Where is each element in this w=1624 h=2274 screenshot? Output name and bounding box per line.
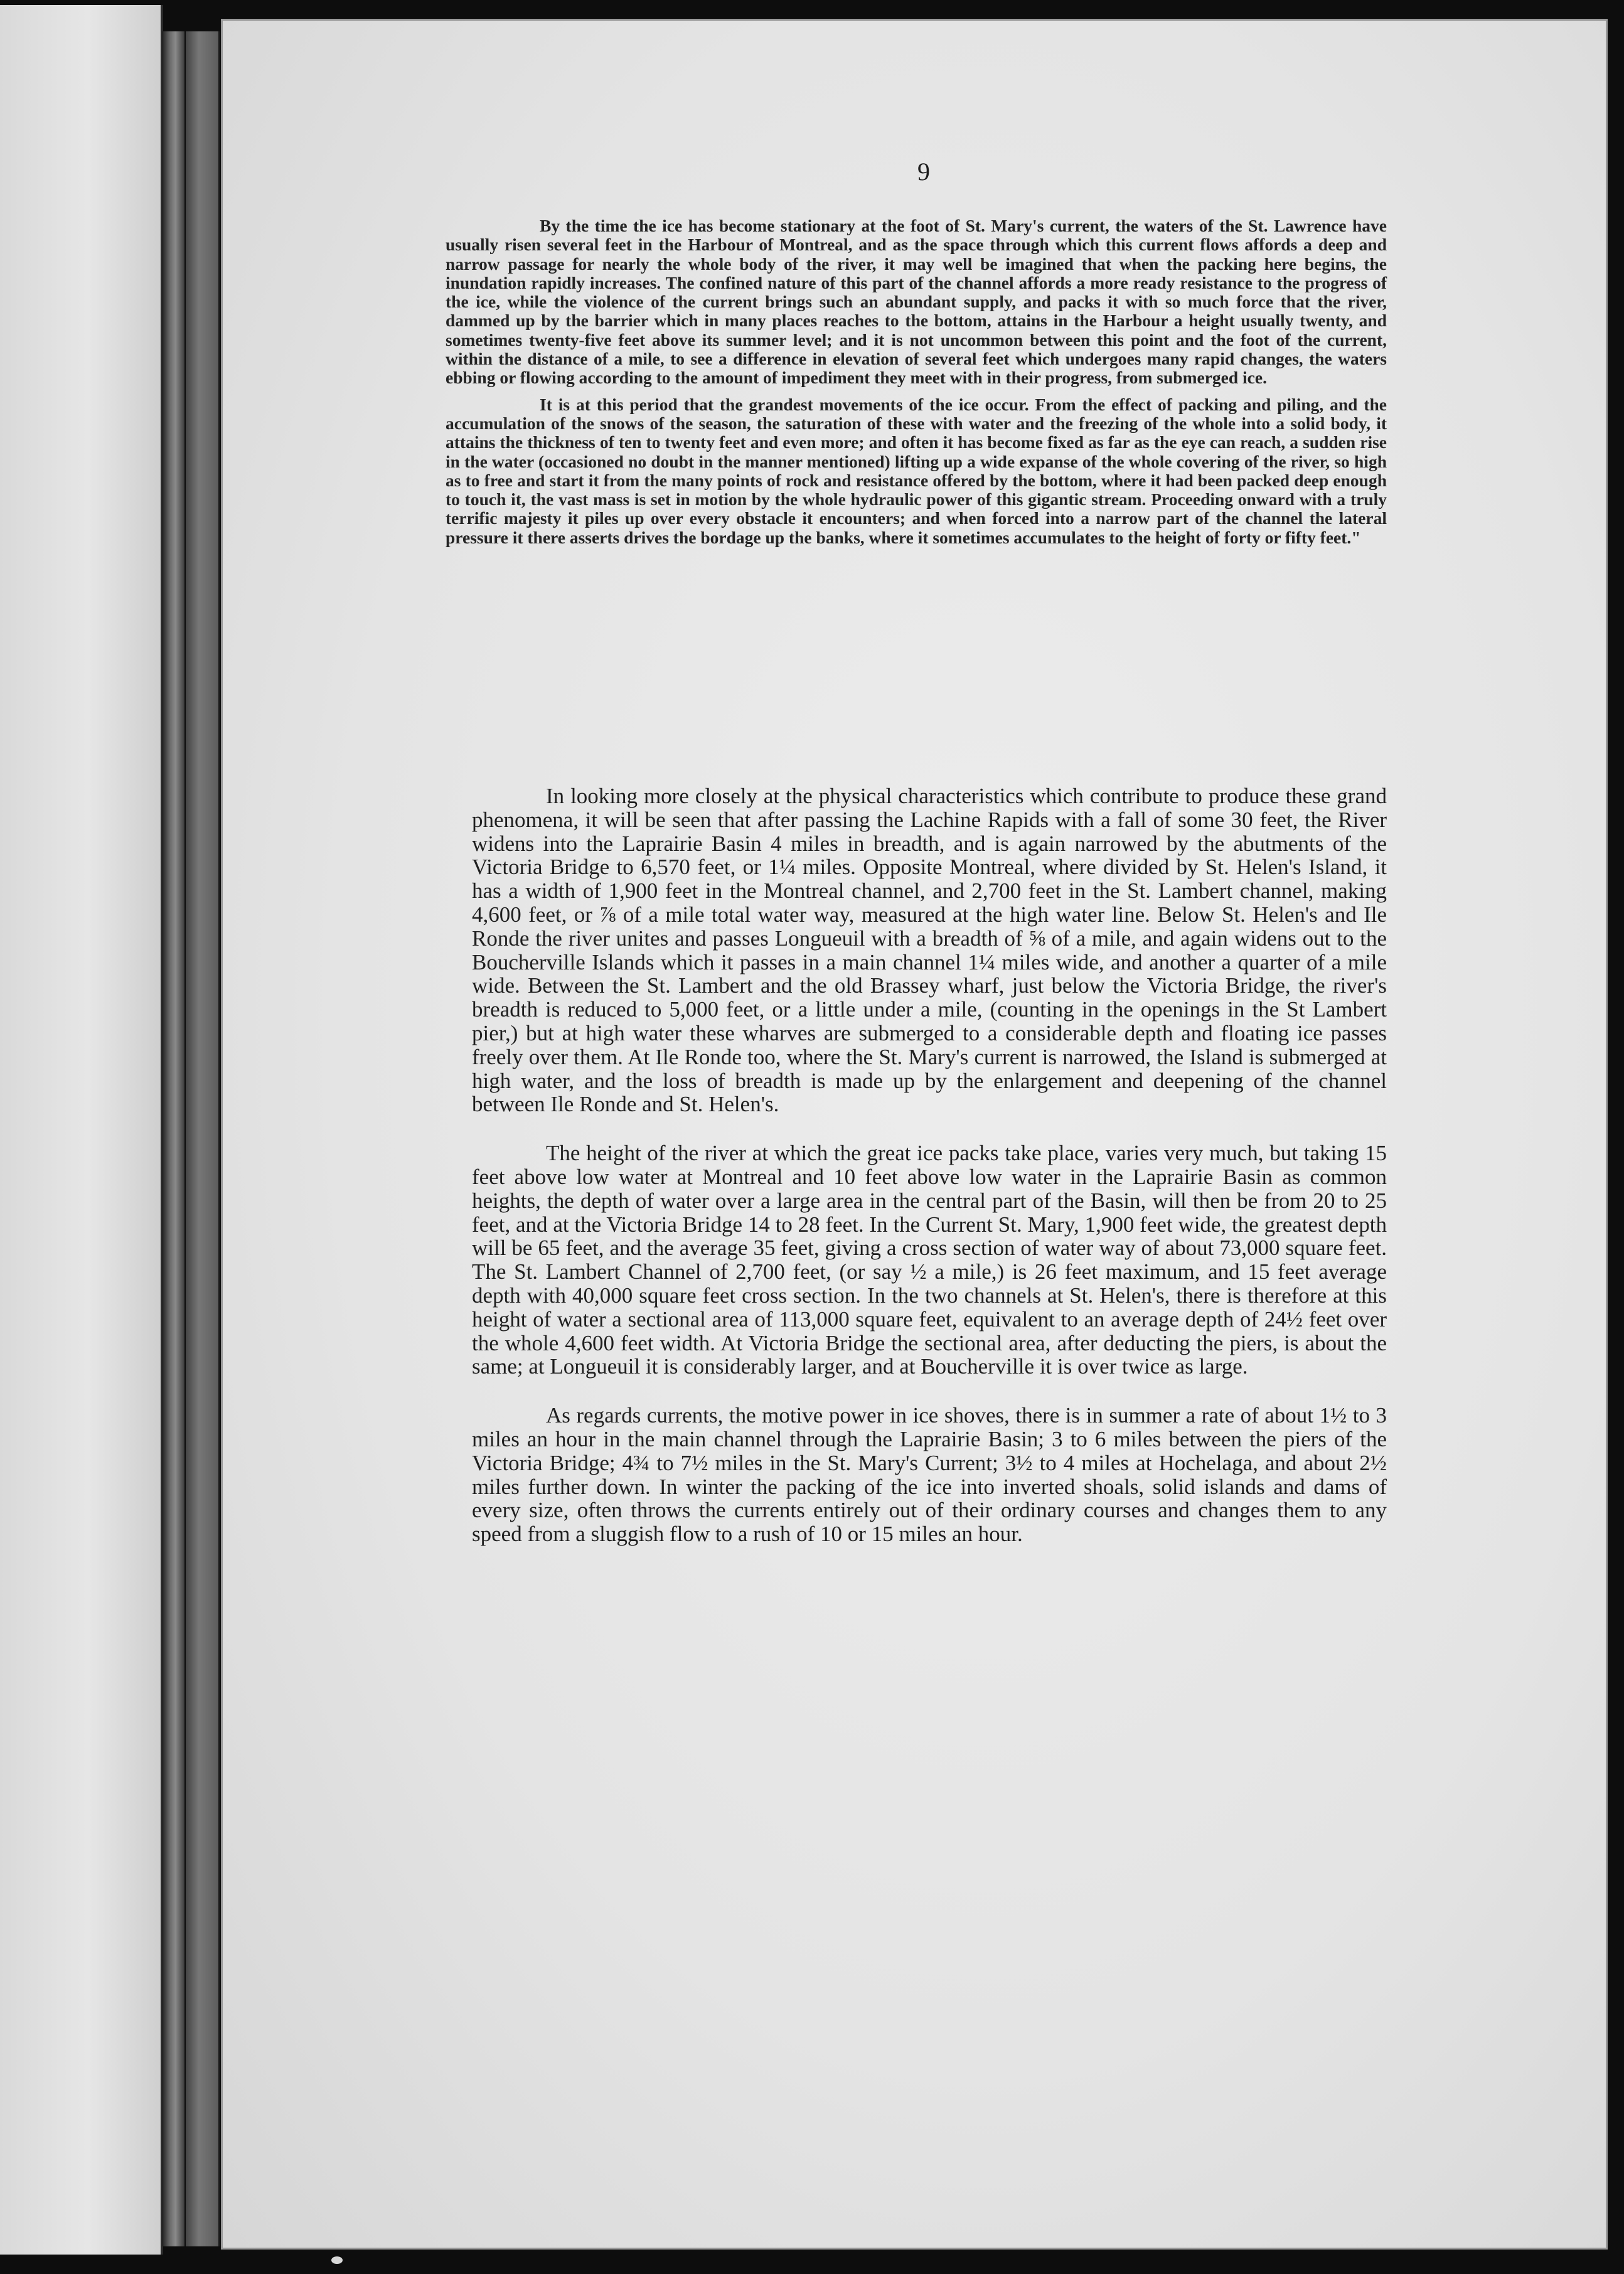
page-number: 9 [917, 157, 930, 186]
body-text [472, 784, 1387, 1571]
binding-gutter [162, 31, 184, 2246]
body-paragraph: The height of the river at which the great ice packs take place, varies very much, but taking 15 feet above low water at Montreal and 10 feet above low water in the Laprairie Basin as common heights, the depth of water over a large area in the central part of the Basin, will then be from 20 to 25 feet, and at the Victoria Bridge 14 to 28 feet. In the Current St. Mary, 1,900 feet wide, the greatest depth will be 65 feet, and the average 35 feet, giving a cross section of water way of about 73,000 square feet. The St. Lambert Channel of 2,700 feet, (or say ½ a mile,) is 26 feet maximum, and 15 feet average depth with 40,000 square feet cross section. In the two channels at St. Helen's, there is therefore at this height of water a sectional area of 113,000 square feet, equivalent to an average depth of 24½ feet over the whole 4,600 feet width. At Victoria Bridge the sectional area, after deducting the piers, is about the same; at Longueuil it is considerably larger, and at Boucherville it is over twice as large. [472, 1141, 1387, 1379]
scan-speck [331, 2256, 343, 2264]
body-paragraph: In looking more closely at the physical characteristics which contribute to produce these grand phenomena, it will be seen that after passing the Lachine Rapids with a fall of some 30 feet, the River widens into the Laprairie Basin 4 miles in breadth, and is again narrowed by the abutments of the Victoria Bridge to 6,570 feet, or 1¼ miles. Opposite Montreal, where divided by St. Helen's Island, it has a width of 1,900 feet in the Montreal channel, and 2,700 feet in the St. Lambert channel, making 4,600 feet, or ⅞ of a mile total water way, measured at the high water line. Below St. Helen's and Ile Ronde the river unites and passes Longueuil with a breadth of ⅝ of a mile, and again widens out to the Boucherville Islands which it passes in a main channel 1¼ miles wide, and another a quarter of a mile wide. Between the St. Lambert and the old Brassey wharf, just below the Victoria Bridge, the river's breadth is reduced to 5,000 feet, or a little under a mile, (counting in the openings in the St Lambert pier,) but at high water these wharves are submerged to a considerable depth and floating ice passes freely over them. At Ile Ronde too, where the St. Mary's current is narrowed, the Island is submerged at high water, and the loss of breadth is made up by the enlargement and deepening of the channel between Ile Ronde and St. Helen's. [472, 784, 1387, 1117]
body-paragraph: As regards currents, the motive power in ice shoves, there is in summer a rate of about 1½ to 3 miles an hour in the main channel through the Laprairie Basin; 3 to 6 miles between the piers of the Victoria Bridge; 4¾ to 7½ miles in the St. Mary's Current; 3½ to 4 miles at Hochelaga, and about 2½ miles further down. In winter the packing of the ice into inverted shoals, solid islands and dams of every size, often throws the currents entirely out of their ordinary courses and changes them to any speed from a sluggish flow to a rush of 10 or 15 miles an hour. [472, 1403, 1387, 1547]
quote-paragraph: It is at this period that the grandest movements of the ice occur. From the effect of packing and piling, and the accumulation of the snows of the season, the saturation of these with water and the freezing of the whole into a solid body, it attains the thickness of ten to twenty feet and even more; and often it has become fixed as far as the eye can reach, a sudden rise in the water (occasioned no doubt in the manner mentioned) lifting up a wide expanse of the whole covering of the river, so high as to free and start it from the many points of rock and resistance offered by the bottom, where it had been packed deep enough to touch it, the vast mass is set in motion by the whole hydraulic power of this gigantic stream. Proceeding onward with a truly terrific majesty it piles up over every obstacle it encounters; and when forced into a narrow part of the channel the lateral pressure it there asserts drives the bordage up the banks, where it sometimes accumulates to the height of forty or fifty feet." [446, 394, 1387, 547]
page-stack-edge [186, 31, 220, 2246]
quoted-passage [446, 216, 1387, 555]
quote-paragraph: By the time the ice has become stationary at the foot of St. Mary's current, the waters of the St. Lawrence have usually risen several feet in the Harbour of Montreal, and as the space through which this current flows affords a deep and narrow passage for nearly the whole body of the river, it may well be imagined that when the packing here begins, the inundation rapidly increases. The confined nature of this part of the channel affords a more ready resistance to the progress of the ice, while the violence of the current brings such an abundant supply, and packs it with so much force that the river, dammed up by the barrier which in many places reaches to the bottom, attains in the Harbour a height usually twenty, and sometimes twenty-five feet above its summer level; and it is not uncommon between this point and the foot of the current, within the distance of a mile, to see a difference in elevation of several feet which undergoes many rapid changes, the waters ebbing or flowing according to the amount of impediment they meet with in their progress, from submerged ice. [446, 216, 1387, 388]
facing-page-edge [0, 5, 163, 2255]
